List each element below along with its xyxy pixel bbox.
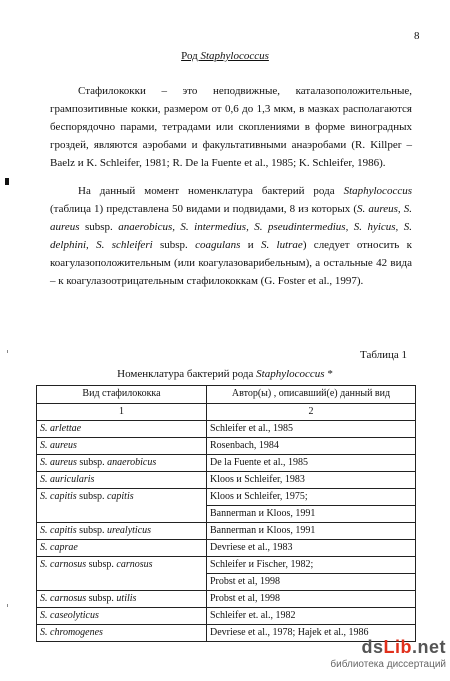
subsp-label: subsp. [86, 593, 117, 604]
p2-species-4: S. lutrae [260, 239, 303, 251]
p2-text-2: (таблица 1) представлена 50 видами и подвидами, 8 из которых ( [50, 203, 357, 215]
species-cell [37, 489, 207, 523]
p2-species-1: S. aureus, S. aureus [50, 203, 412, 233]
paragraph-2 [50, 182, 412, 290]
authors-cell: Probst et al, 1998 [207, 574, 416, 591]
species-cell [37, 438, 207, 455]
watermark-tagline: библиотека диссертаций [330, 659, 446, 670]
table-caption [0, 368, 450, 380]
species-name: S. capitis [40, 525, 77, 536]
subspecies-name: carnosus [116, 559, 153, 570]
table-header-row [37, 386, 416, 404]
p2-text-1: На данный момент номенклатура бактерий рода [78, 185, 344, 197]
species-cell [37, 523, 207, 540]
caption-prefix: Номенклатура бактерий рода [117, 368, 257, 380]
species-cell [37, 625, 207, 642]
nomenclature-table [36, 385, 416, 642]
species-cell [37, 591, 207, 608]
header-authors: Автор(ы) , описавший(е) данный вид [207, 386, 416, 404]
table-number-row [37, 404, 416, 421]
authors-cell: Schleifer et. al., 1982 [207, 608, 416, 625]
authors-cell: Kloos и Schleifer, 1975; [207, 489, 416, 506]
caption-genus: Staphylococcus [256, 368, 325, 380]
watermark-logo [361, 637, 446, 658]
species-name: S. chromogenes [40, 627, 103, 638]
table-row [37, 540, 416, 557]
table-row [37, 455, 416, 472]
species-cell [37, 608, 207, 625]
section-heading [0, 50, 450, 62]
p2-species-2: anaerobicus, S. intermedius, S. pseudintermedius, S. hyicus, S. delphini, S. schleiferi [50, 221, 413, 251]
p2-species-3: coagulans [195, 239, 241, 251]
species-name: S. auricularis [40, 474, 95, 485]
header-species: Вид стафилококка [37, 386, 207, 404]
table-label: Таблица 1 [360, 349, 408, 361]
p2-text-6: ) следует относить к коагулазоположительным (или коагулазоварибельным), а остальные 42 вида – к коагулазоотрицательным стафилококкам (G. Foster et al., 1997). [50, 239, 412, 287]
watermark-brand-a: ds [361, 637, 384, 657]
table-row [37, 438, 416, 455]
subspecies-name: capitis [106, 491, 134, 502]
p2-text-4: subsp. [152, 239, 196, 251]
subsp-label: subsp. [76, 457, 108, 468]
column-number-2: 2 [207, 404, 416, 421]
table-row [37, 523, 416, 540]
species-cell [37, 455, 207, 472]
table-row [37, 608, 416, 625]
p2-text-5: и [240, 239, 261, 251]
species-cell [37, 472, 207, 489]
authors-cell: Rosenbach, 1984 [207, 438, 416, 455]
page-number: 8 [414, 30, 420, 42]
subspecies-name: anaerobicus [107, 457, 157, 468]
subspecies-name: urealyticus [106, 525, 152, 536]
species-name: S. capitis [40, 491, 77, 502]
watermark [296, 637, 446, 677]
species-name: S. arlettae [40, 423, 82, 434]
table-row [37, 489, 416, 506]
caption-suffix: * [324, 368, 333, 380]
bleed-through-mark [7, 604, 8, 607]
subsp-label: subsp. [76, 525, 107, 536]
species-cell [37, 540, 207, 557]
authors-cell: Schleifer et al., 1985 [207, 421, 416, 438]
authors-cell: Kloos и Schleifer, 1983 [207, 472, 416, 489]
bleed-through-mark [7, 350, 8, 353]
watermark-brand-b: Lib [383, 637, 412, 657]
authors-cell: De la Fuente et al., 1985 [207, 455, 416, 472]
species-cell [37, 557, 207, 591]
species-cell [37, 421, 207, 438]
paragraph-1: Стафилококки – это неподвижные, каталазоположительные, грампозитивные кокки, размером от 0,6 до 1,3 мкм, в мазках располагаются беспорядочно парами, тетрадами или скоплениями в форме виноградных гроздей, являются аэробами и факультативными анаэробами (R. Killper –Baelz и K. Schleifer, 1981; R. De la Fuente et al., 1985; K. Schleifer, 1986). [50, 85, 412, 169]
subsp-label: subsp. [86, 559, 117, 570]
authors-cell: Devriese et al., 1983 [207, 540, 416, 557]
table-row [37, 421, 416, 438]
species-name: S. caprae [40, 542, 78, 553]
column-number-1: 1 [37, 404, 207, 421]
watermark-brand-c: .net [411, 637, 446, 657]
heading-genus: Staphylococcus [200, 50, 269, 62]
species-name: S. caseolyticus [40, 610, 99, 621]
table-row [37, 591, 416, 608]
species-name: S. carnosus [40, 593, 87, 604]
p2-text-3: subsp. [79, 221, 119, 233]
p2-genus: Staphylococcus [343, 185, 412, 197]
authors-cell: Bannerman и Kloos, 1991 [207, 506, 416, 523]
species-name: S. carnosus [40, 559, 87, 570]
table-row [37, 472, 416, 489]
species-name: S. aureus [40, 457, 77, 468]
authors-cell: Schleifer и Fischer, 1982; [207, 557, 416, 574]
subspecies-name: utilis [116, 593, 137, 604]
bleed-through-mark [5, 178, 9, 185]
subsp-label: subsp. [76, 491, 107, 502]
species-name: S. aureus [40, 440, 77, 451]
table-row [37, 557, 416, 574]
authors-cell: Bannerman и Kloos, 1991 [207, 523, 416, 540]
authors-cell: Devriese et al., 1978; Hajek et al., 1986 [207, 625, 416, 642]
authors-cell: Probst et al, 1998 [207, 591, 416, 608]
heading-prefix: Род [181, 50, 201, 62]
